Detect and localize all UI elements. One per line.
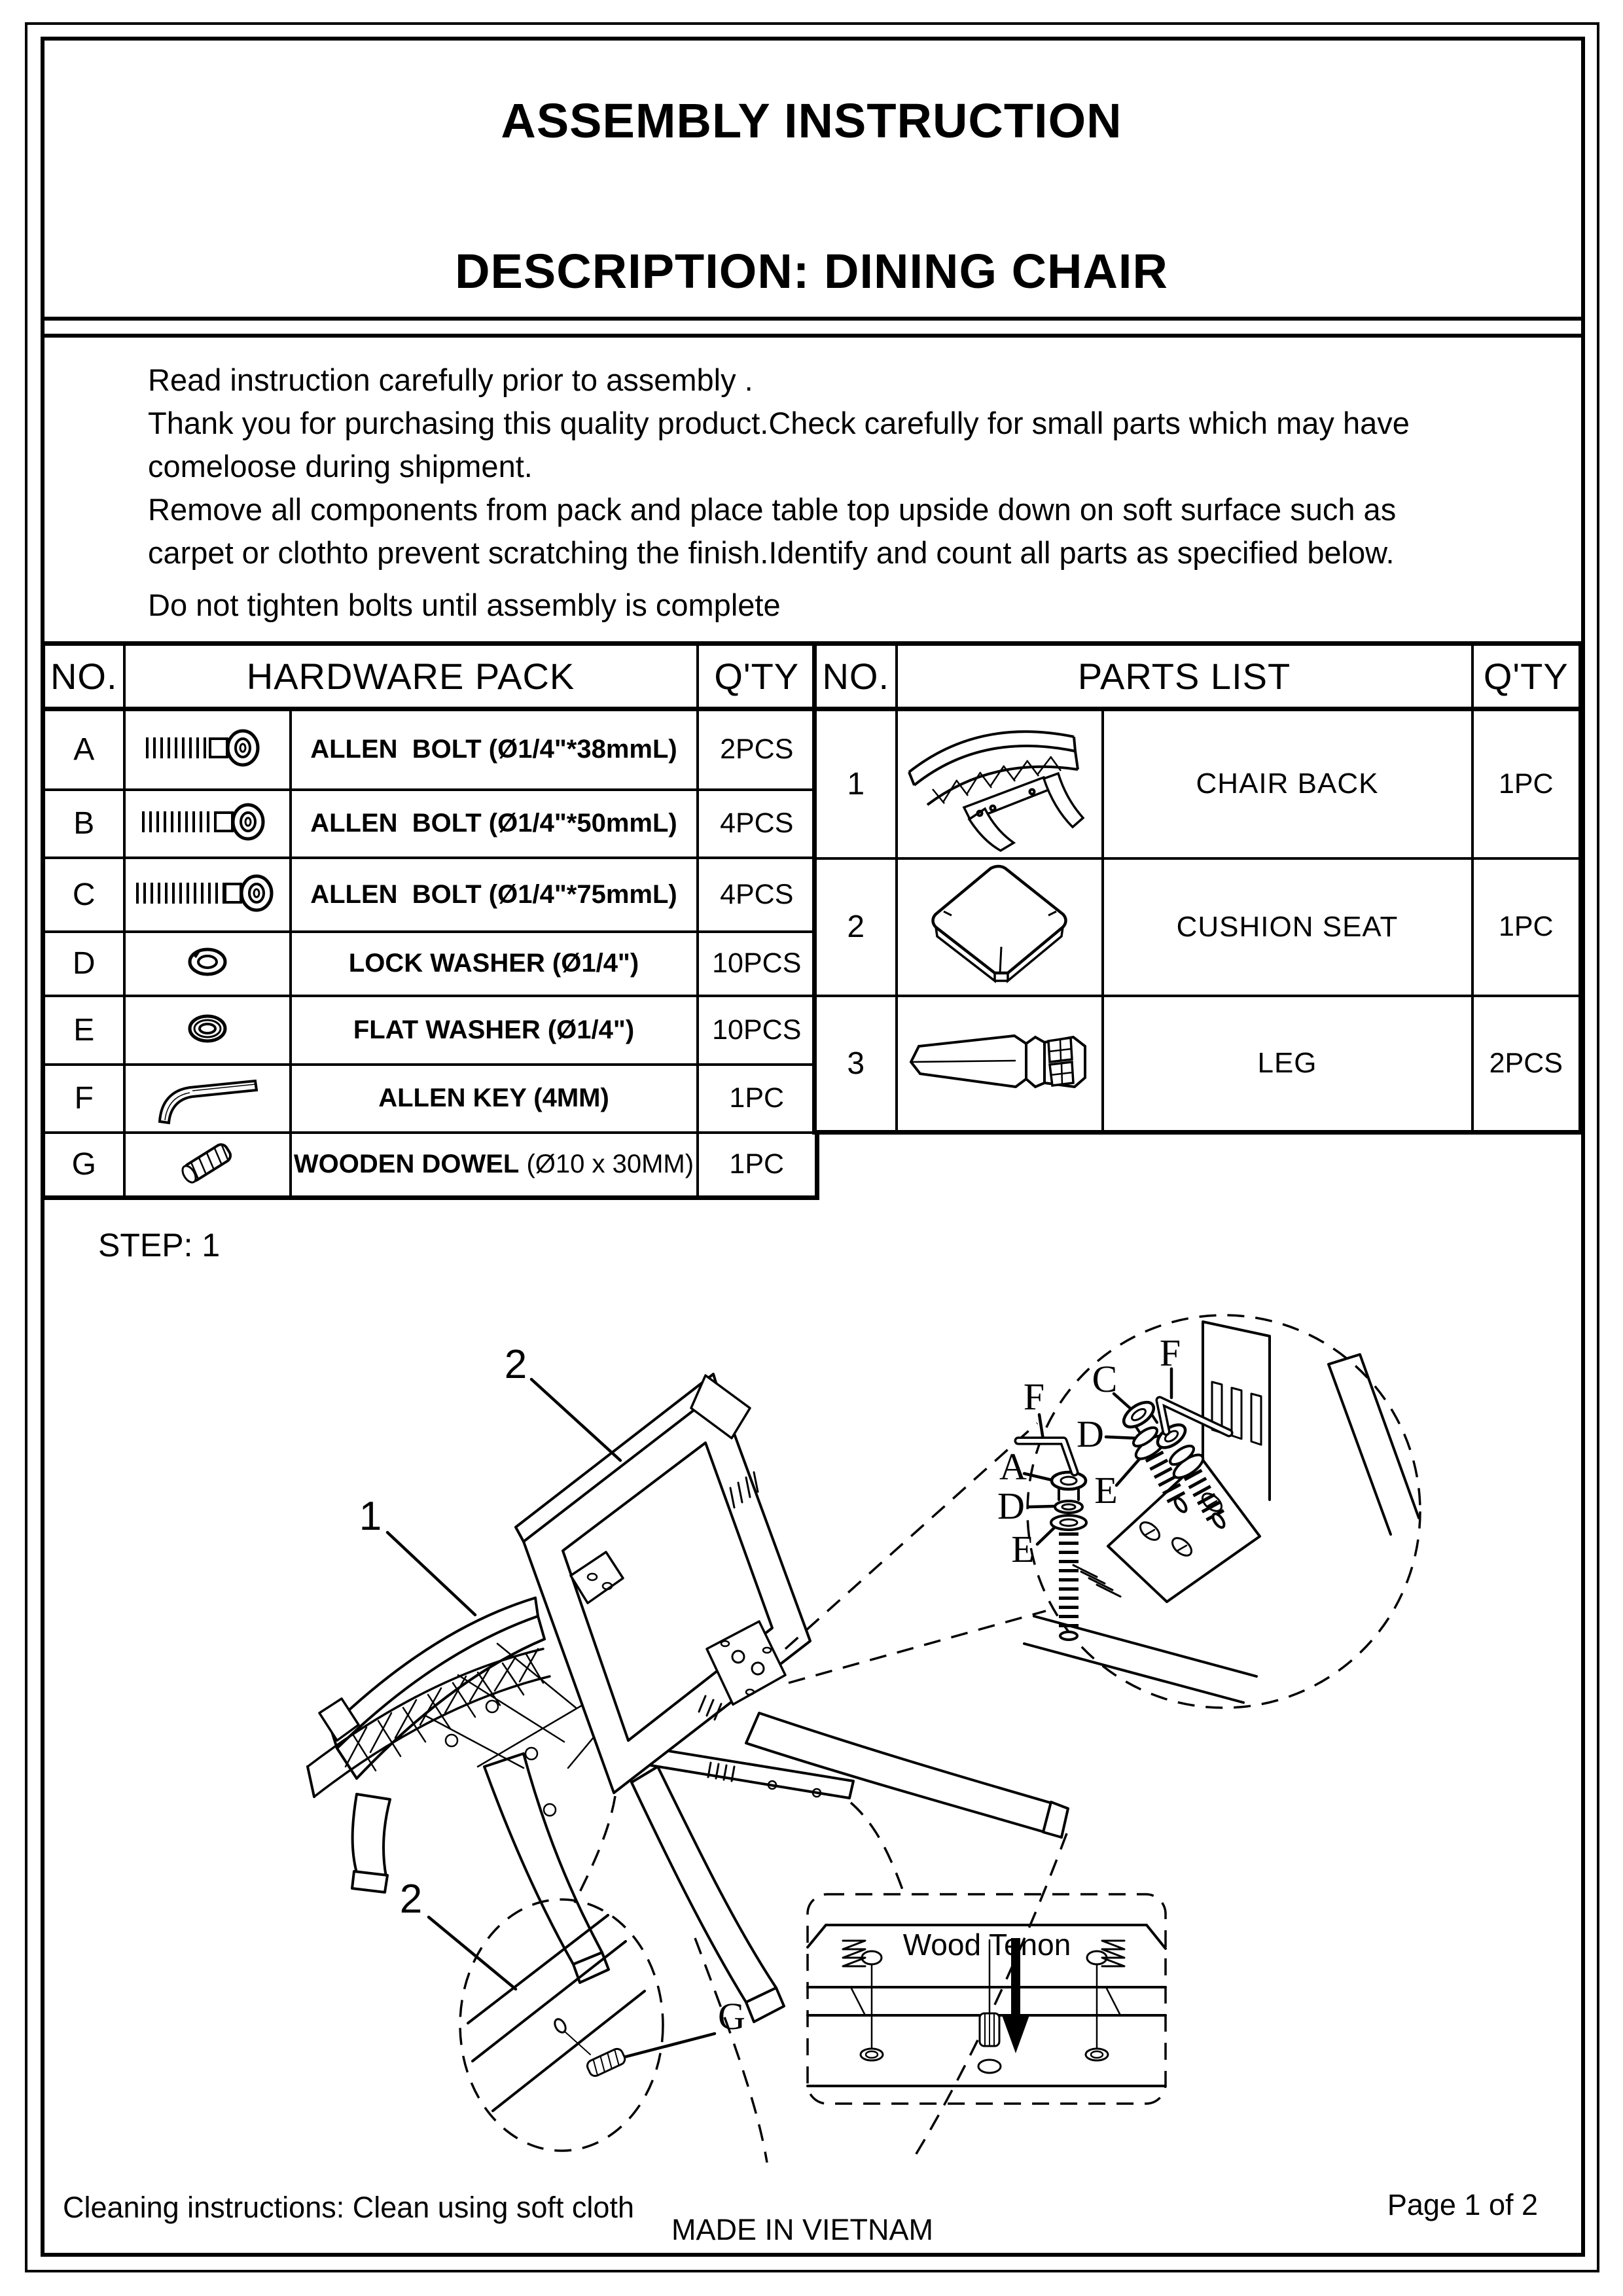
parts-row-qty: 1PC (1472, 709, 1581, 858)
callout-e-left: E (1011, 1528, 1035, 1570)
hw-header-qty: Q'TY (698, 644, 817, 709)
hw-row-label: D (43, 932, 124, 996)
callout-d-right: D (1077, 1413, 1104, 1455)
parts-header-name: PARTS LIST (897, 644, 1472, 709)
made-in-label: MADE IN VIETNAM (671, 2213, 934, 2246)
parts-row-label: 2 (815, 858, 897, 996)
step-label: STEP: 1 (98, 1227, 221, 1263)
hw-row-label: G (43, 1133, 124, 1198)
hw-row-qty: 4PCS (698, 858, 817, 932)
callout-g: G (718, 1995, 745, 2038)
hw-row-qty: 2PCS (698, 709, 817, 790)
page-subtitle: DESCRIPTION: DINING CHAIR (455, 244, 1168, 298)
callout-f-left: F (1023, 1375, 1045, 1418)
parts-header-qty: Q'TY (1472, 644, 1581, 709)
hw-row-desc: FLAT WASHER (Ø1/4") (291, 996, 698, 1065)
callout-part1: 1 (359, 1494, 382, 1539)
instruction-line: Thank you for purchasing this quality product.Check carefully for small parts which may have comeloose during shipment. (148, 406, 1410, 484)
cleaning-instructions: Cleaning instructions: Clean using soft cloth (63, 2191, 634, 2224)
callout-d-left: D (997, 1485, 1025, 1527)
instruction-line: Read instruction carefully prior to assembly . (148, 362, 753, 397)
parts-row-label: 1 (815, 709, 897, 858)
callout-part2: 2 (504, 1342, 527, 1387)
parts-header-no: NO. (815, 644, 897, 709)
hw-row-qty: 10PCS (698, 996, 817, 1065)
hw-row-qty: 4PCS (698, 790, 817, 858)
hw-row-desc: ALLEN BOLT (Ø1/4"*50mmL) (291, 790, 698, 858)
dowel-detail-contents (468, 1915, 645, 2111)
hw-header-name: HARDWARE PACK (124, 644, 698, 709)
hw-row-desc: ALLEN BOLT (Ø1/4"*75mmL) (291, 858, 698, 932)
hw-row-label: E (43, 996, 124, 1065)
hw-header-no: NO. (43, 644, 124, 709)
instruction-line: Remove all components from pack and place table top upside down on soft surface such as carpet or clothto prevent scratching the finish.Identify and count all parts as specified below. (148, 492, 1397, 570)
hw-row-label: A (43, 709, 124, 790)
parts-row-qty: 2PCS (1472, 996, 1581, 1133)
hw-row-desc: LOCK WASHER (Ø1/4") (291, 932, 698, 996)
callout-part2-lower: 2 (399, 1877, 423, 1922)
hw-row-desc: ALLEN KEY (4MM) (291, 1065, 698, 1133)
callout-e-right: E (1094, 1469, 1118, 1511)
hw-row-label: C (43, 858, 124, 932)
callout-a: A (999, 1445, 1027, 1488)
wood-tenon-label: Wood Tenon (902, 1928, 1071, 1962)
page-title: ASSEMBLY INSTRUCTION (501, 94, 1122, 148)
hw-row-label: F (43, 1065, 124, 1133)
parts-row-qty: 1PC (1472, 858, 1581, 996)
hw-row-desc: WOODEN DOWEL (Ø10 x 30MM) (291, 1133, 698, 1198)
callout-c: C (1092, 1358, 1118, 1400)
parts-row-name: CUSHION SEAT (1103, 858, 1472, 996)
hw-row-qty: 1PC (698, 1065, 817, 1133)
page-number: Page 1 of 2 (1387, 2188, 1538, 2221)
front-legs-drawing (627, 1713, 1068, 2022)
hw-row-qty: 1PC (698, 1133, 817, 1198)
hw-row-label: B (43, 790, 124, 858)
callout-f-right: F (1159, 1332, 1181, 1374)
parts-row-name: CHAIR BACK (1103, 709, 1472, 858)
hw-row-qty: 10PCS (698, 932, 817, 996)
parts-row-label: 3 (815, 996, 897, 1133)
instruction-line: Do not tighten bolts until assembly is complete (148, 588, 781, 622)
parts-row-name: LEG (1103, 996, 1472, 1133)
hw-row-desc: ALLEN BOLT (Ø1/4"*38mmL) (291, 709, 698, 790)
